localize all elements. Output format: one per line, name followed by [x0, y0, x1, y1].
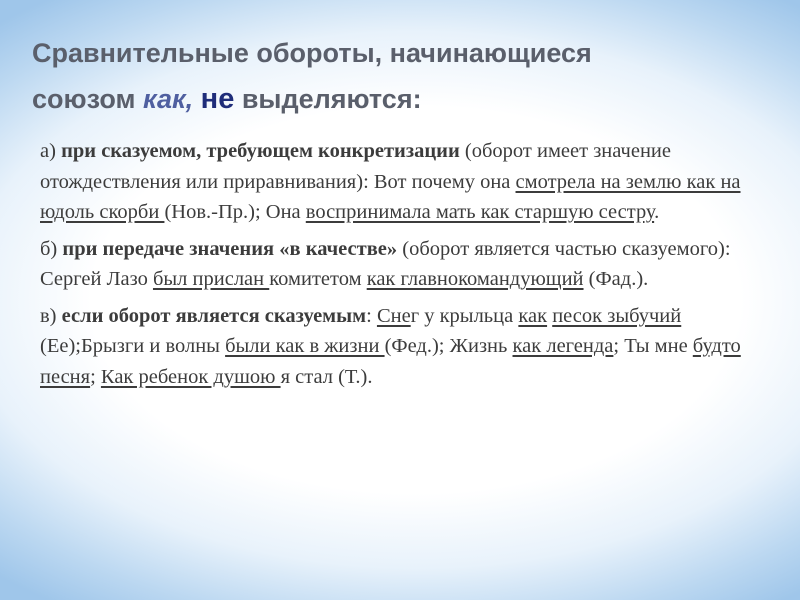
- title-line-2-suffix: выделяются:: [234, 84, 422, 114]
- paragraph-b-rule: при передаче значения «в качестве»: [62, 237, 398, 260]
- paragraph-c-rule: если оборот является сказуемым: [61, 304, 367, 327]
- paragraph-a-marker: а): [40, 140, 62, 162]
- paragraph-b-underlined-2: как главнокомандующий: [366, 268, 584, 290]
- paragraph-c-underlined-6: будто песня: [40, 335, 741, 388]
- paragraph-c-text-7: ;: [90, 365, 101, 388]
- paragraph-a-underlined-2: воспринимала мать как старшую сестру: [305, 201, 655, 223]
- paragraph-c-marker: в): [40, 304, 62, 327]
- paragraph-b-text-3: (Фад.).: [583, 268, 649, 290]
- paragraph-a: [40, 136, 780, 228]
- paragraph-b-text-1: (оборот является частью сказуемого): Сергей Лазо: [40, 237, 731, 290]
- title-line-1: Сравнительные обороты, начинающиеся: [32, 38, 592, 68]
- paragraph-c-underlined-5: как легенда: [512, 335, 614, 357]
- paragraph-c-underlined-1: Сне: [376, 304, 411, 327]
- title-ne-word: не: [200, 83, 235, 115]
- paragraph-c-text-1: :: [366, 304, 377, 327]
- paragraph-c-underlined-7: Как ребенок душою: [100, 365, 281, 388]
- paragraph-c-text-2: г у крыльца: [410, 304, 519, 327]
- paragraph-c-text-6: ; Ты мне: [613, 335, 693, 357]
- paragraph-c-underlined-3: песок зыбучий: [552, 304, 682, 327]
- paragraph-b: [40, 234, 780, 295]
- paragraph-a-text-1: (оборот имеет значение отождествления или приравнивания): Вот почему она: [40, 140, 671, 193]
- slide-title: [32, 30, 772, 122]
- paragraph-a-text-2: (Нов.-Пр.); Она: [164, 201, 306, 223]
- paragraph-b-marker: б): [40, 237, 63, 260]
- title-kak-word: как,: [142, 84, 194, 114]
- paragraph-a-rule: при сказуемом, требующем конкретизации: [61, 140, 460, 162]
- paragraph-a-text-3: .: [654, 201, 660, 223]
- paragraph-c-text-5: (Фед.); Жизнь: [384, 335, 513, 357]
- paragraph-c-underlined-2: как: [518, 304, 548, 327]
- slide-body: [40, 136, 780, 398]
- paragraph-b-underlined-1: был прислан: [152, 268, 270, 290]
- paragraph-c-underlined-4: были как в жизни: [225, 335, 385, 357]
- paragraph-b-text-2: комитетом: [269, 268, 367, 290]
- title-space: [193, 84, 201, 114]
- paragraph-c-text-4: (Ее);Брызги и волны: [40, 335, 226, 357]
- paragraph-c: [40, 301, 780, 393]
- paragraph-c-text-8: я стал (Т.).: [280, 365, 373, 388]
- title-line-2-prefix: союзом: [32, 84, 143, 114]
- paragraph-a-underlined-1: смотрела на землю как на юдоль скорби: [40, 170, 741, 223]
